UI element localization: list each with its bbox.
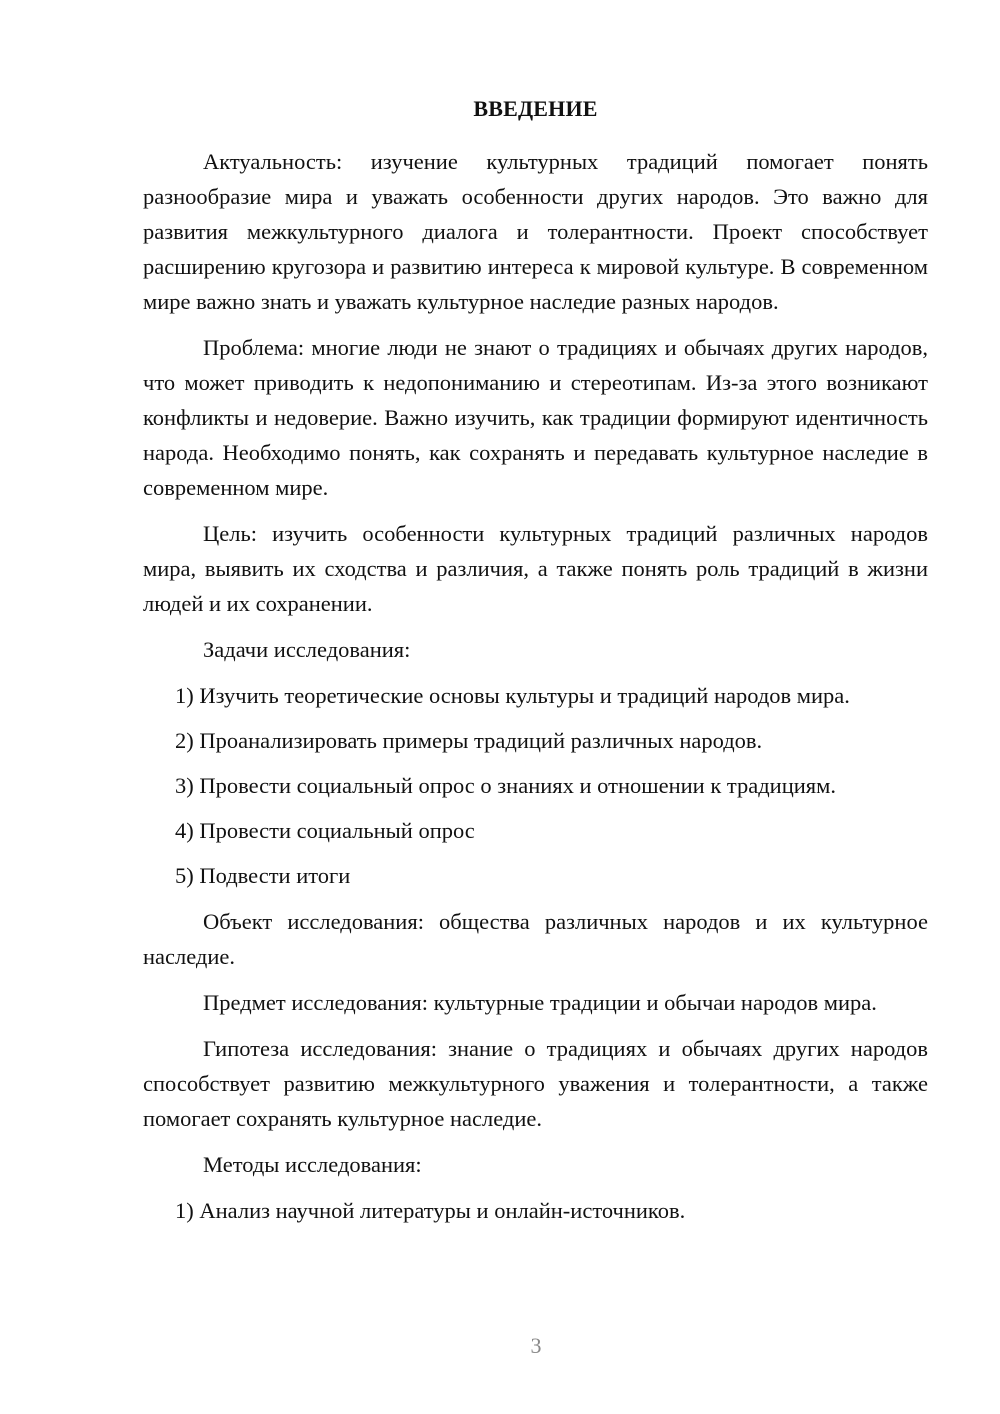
list-item: 3) Провести социальный опрос о знаниях и отношении к традициям. <box>175 773 837 798</box>
goal-paragraph: Цель: изучить особенности культурных традиций различных народов мира, выявить их сходства и различия, а также понять роль традиций в жизни людей и их сохранении. <box>143 521 928 616</box>
page-number: 3 <box>530 1333 542 1358</box>
page-title: ВВЕДЕНИЕ <box>473 96 598 121</box>
list-item: 1) Изучить теоретические основы культуры и традиций народов мира. <box>175 683 850 708</box>
methods-list <box>143 1193 928 1228</box>
tasks-list <box>143 678 928 893</box>
problem-paragraph: Проблема: многие люди не знают о традициях и обычаях других народов, что может приводить к недопониманию и стереотипам. Из-за этого возникают конфликты и недоверие. Важно изучить, как традиции формируют идентичность народа. Необходимо понять, как сохранять и передавать культурное наследие в современном мире. <box>143 335 928 500</box>
list-item: 1) Анализ научной литературы и онлайн-источников. <box>175 1198 686 1223</box>
relevance-paragraph: Актуальность: изучение культурных традиций помогает понять разнообразие мира и уважать особенности других народов. Это важно для развития межкультурного диалога и толерантности. Проект способствует расширению кругозора и развитию интереса к мировой культуре. В современном мире важно знать и уважать культурное наследие разных народов. <box>143 149 928 314</box>
hypothesis-paragraph: Гипотеза исследования: знание о традициях и обычаях других народов способствует развитию межкультурного уважения и толерантности, а также помогает сохранять культурное наследие. <box>143 1036 928 1131</box>
list-item: 4) Провести социальный опрос <box>175 818 475 843</box>
page-content <box>143 96 928 1239</box>
tasks-heading: Задачи исследования: <box>203 637 411 662</box>
object-paragraph: Объект исследования: общества различных народов и их культурное наследие. <box>143 909 928 969</box>
list-item: 5) Подвести итоги <box>175 863 351 888</box>
list-item: 2) Проанализировать примеры традиций различных народов. <box>175 728 763 753</box>
methods-heading: Методы исследования: <box>203 1152 422 1177</box>
subject-paragraph: Предмет исследования: культурные традиции и обычаи народов мира. <box>203 990 877 1015</box>
